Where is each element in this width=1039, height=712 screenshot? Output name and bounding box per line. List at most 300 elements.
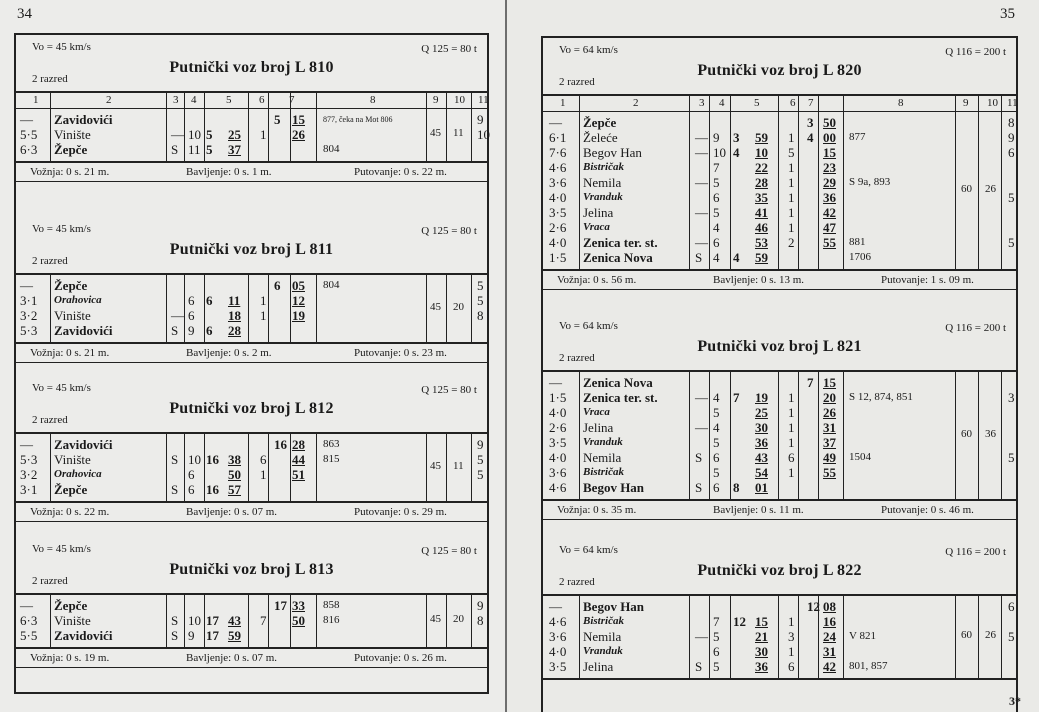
speed-label: Vo = 45 km/s: [32, 543, 91, 555]
station-name: Bistričak: [583, 161, 624, 173]
column-number: 8: [370, 94, 376, 106]
column-rule: [166, 595, 167, 647]
distance-km: 4·0: [549, 405, 567, 420]
station-name: Begov Han: [583, 145, 642, 160]
station-name: Vranduk: [583, 645, 623, 657]
timetable-cell: 7: [713, 614, 720, 629]
station-row: [543, 644, 1016, 659]
column-rule: [798, 596, 799, 678]
distance-km: —: [20, 598, 33, 613]
column-rule: [316, 595, 317, 647]
distance-km: 4·6: [549, 160, 567, 175]
load-label: Q 125 = 80 t: [421, 43, 477, 55]
departure-time: 37: [823, 435, 836, 450]
column-rule: [316, 434, 317, 501]
speed-label: Vo = 45 km/s: [32, 382, 91, 394]
station-name: Zenica ter. st.: [583, 390, 658, 405]
station-name: Vraca: [583, 406, 610, 418]
train-title: Putnički voz broj L 811: [169, 241, 334, 258]
class-label: 2 razred: [32, 414, 68, 426]
column-rule: [426, 595, 427, 647]
departure-time: 49: [823, 450, 836, 465]
running-time: Vožnja: 0 s. 22 m.: [30, 506, 110, 518]
timetable-cell: —: [695, 145, 708, 160]
arrival-time: 57: [228, 482, 241, 497]
timetable-header: [16, 35, 487, 91]
timetable-cell: 2: [788, 235, 795, 250]
column-rule: [1001, 596, 1002, 678]
arrival-time: 35: [755, 190, 768, 205]
column-rule: [955, 112, 956, 269]
column-rule: [184, 109, 185, 161]
timetable-cell: 6: [788, 450, 795, 465]
timetable-block: [16, 35, 490, 182]
arrival-time: 25: [755, 405, 768, 420]
timetable-body: [16, 109, 490, 163]
station-name: Begov Han: [583, 599, 645, 614]
station-name: Vinište: [54, 452, 91, 467]
timetable-cell: 1: [788, 190, 795, 205]
distance-km: 5·5: [20, 628, 38, 643]
station-row: [543, 190, 1016, 205]
column-rule: [316, 275, 317, 342]
train-connection-note: 815: [323, 453, 340, 465]
departure-time: 36: [823, 190, 836, 205]
timetable-cell: S: [171, 613, 179, 628]
timetable-cell: S: [695, 659, 703, 674]
column-rule: [1001, 96, 1002, 111]
timetable-block: [16, 217, 487, 363]
arrival-time: 36: [755, 435, 768, 450]
timetable-header: [543, 538, 1016, 594]
timetable-cell: 1: [788, 175, 795, 190]
timetable-cell: S: [171, 452, 179, 467]
departure-time: 51: [292, 467, 305, 482]
column-rule: [955, 96, 956, 111]
station-name: Zenica Nova: [583, 250, 653, 265]
column-number: 11: [1007, 97, 1018, 109]
timetable-body: [16, 275, 487, 344]
column-rule: [290, 434, 291, 501]
distance-km: 4·6: [549, 614, 567, 629]
timetable-cell: 6: [260, 452, 267, 467]
timetable-cell: 7: [260, 613, 267, 628]
departure-time: 20: [823, 390, 836, 405]
column-rule: [798, 112, 799, 269]
column-11-value: 5: [477, 278, 484, 293]
timetable-cell: S: [171, 482, 179, 497]
column-rule: [730, 96, 731, 111]
timetable-footer: [16, 503, 487, 522]
distance-km: 6·1: [549, 130, 567, 145]
distance-km: 1·5: [549, 250, 567, 265]
column-number: 10: [987, 97, 998, 109]
distance-km: 5·3: [20, 323, 38, 338]
station-row: [543, 465, 1016, 480]
column-rule: [204, 93, 205, 108]
timetable-cell: 6: [713, 644, 720, 659]
arrival-time: 43: [755, 450, 768, 465]
timetable-footer: [16, 649, 487, 668]
arrival-time: 22: [755, 160, 768, 175]
column-rule: [689, 596, 690, 678]
right-page: [507, 0, 1039, 712]
column-11-value: 9: [477, 112, 484, 127]
arrival-time: 36: [755, 659, 768, 674]
timetable-block: [543, 538, 1016, 680]
arrival-time: 16: [206, 482, 219, 497]
column-number: 3: [173, 94, 179, 106]
class-label: 2 razred: [32, 255, 68, 267]
column-number: 11: [478, 94, 489, 106]
timetable-cell: 6: [713, 190, 720, 205]
arrival-time: 4: [733, 250, 740, 265]
timetable-cell: —: [695, 130, 708, 145]
train-connection-note: 816: [323, 614, 340, 626]
column-rule: [955, 372, 956, 499]
station-row: [543, 205, 1016, 220]
arrival-time: 01: [755, 480, 768, 495]
travel-time: Putovanje: 1 s. 09 m.: [881, 274, 974, 286]
stop-time: Bavljenje: 0 s. 11 m.: [713, 504, 804, 516]
column-rule: [166, 109, 167, 161]
right-timetable-frame: [541, 36, 1018, 712]
station-name: Bistričak: [583, 615, 624, 627]
departure-time: 15: [823, 145, 836, 160]
distance-km: 3·1: [20, 482, 38, 497]
arrival-time: 18: [228, 308, 241, 323]
timetable-block: [16, 376, 487, 522]
column-11-value: 8: [477, 613, 484, 628]
departure-time: 15: [292, 112, 305, 127]
departure-time: 50: [292, 613, 305, 628]
column-rule: [471, 595, 472, 647]
column-rule: [290, 109, 291, 161]
column-number: 2: [106, 94, 112, 106]
column-10-value: 26: [985, 183, 996, 195]
departure-time: 33: [292, 598, 305, 613]
departure-time: 16: [823, 614, 836, 629]
distance-km: 4·6: [549, 480, 567, 495]
station-row: [16, 323, 487, 338]
arrival-time: 19: [755, 390, 768, 405]
timetable-cell: 1: [788, 614, 795, 629]
column-rule: [316, 93, 317, 108]
left-page-number: 34: [17, 6, 32, 22]
timetable-header: [16, 217, 487, 273]
station-row: [16, 452, 487, 467]
timetable-footer: [16, 163, 487, 182]
station-name: Žepče: [54, 142, 88, 157]
column-number: 6: [790, 97, 796, 109]
arrival-time: 53: [755, 235, 768, 250]
departure-time: 12: [807, 599, 820, 614]
station-name: Zavidovići: [54, 628, 113, 643]
station-row: [16, 628, 487, 643]
running-time: Vožnja: 0 s. 21 m.: [30, 347, 110, 359]
departure-time: 17: [274, 598, 287, 613]
arrival-time: 12: [733, 614, 746, 629]
departure-time: 55: [823, 465, 836, 480]
departure-time: 50: [823, 115, 836, 130]
timetable-cell: 1: [788, 405, 795, 420]
column-rule: [50, 434, 51, 501]
train-connection-note: V 821: [849, 630, 876, 642]
timetable-cell: 5: [788, 145, 795, 160]
timetable-cell: S: [695, 480, 703, 495]
timetable-block: [543, 314, 1016, 520]
station-row: [543, 235, 1016, 250]
departure-time: 24: [823, 629, 836, 644]
column-11-value: 6: [1008, 145, 1015, 160]
station-name: Žepče: [54, 598, 88, 613]
arrival-time: 41: [755, 205, 768, 220]
arrival-time: 46: [755, 220, 768, 235]
column-number-row: [543, 94, 1016, 112]
column-11-value: 5: [1008, 450, 1015, 465]
column-9-value: 60: [961, 629, 972, 641]
column-rule: [50, 93, 51, 108]
timetable-cell: 9: [188, 323, 195, 338]
timetable-cell: 1: [788, 644, 795, 659]
departure-time: 15: [823, 375, 836, 390]
station-name: Nemila: [583, 629, 622, 644]
speed-label: Vo = 64 km/s: [559, 320, 618, 332]
load-label: Q 116 = 200 t: [945, 322, 1006, 334]
departure-time: 42: [823, 205, 836, 220]
arrival-time: 4: [733, 145, 740, 160]
column-rule: [268, 109, 269, 161]
column-rule: [204, 434, 205, 501]
arrival-time: 59: [228, 628, 241, 643]
arrival-time: 16: [206, 452, 219, 467]
distance-km: 3·5: [549, 205, 567, 220]
arrival-time: 7: [733, 390, 740, 405]
stop-time: Bavljenje: 0 s. 07 m.: [186, 652, 278, 664]
station-name: Žepče: [54, 482, 88, 497]
travel-time: Putovanje: 0 s. 29 m.: [354, 506, 447, 518]
station-row: [543, 390, 1016, 405]
timetable-cell: 6: [188, 467, 195, 482]
column-9-value: 45: [430, 301, 441, 313]
timetable-cell: —: [695, 205, 708, 220]
timetable-header: [543, 38, 1016, 94]
travel-time: Putovanje: 0 s. 23 m.: [354, 347, 447, 359]
distance-km: —: [549, 375, 562, 390]
column-11-value: 5: [477, 452, 484, 467]
arrival-time: 11: [228, 293, 241, 308]
station-row: [543, 405, 1016, 420]
column-rule: [778, 112, 779, 269]
arrival-time: 59: [755, 130, 768, 145]
distance-km: 3·5: [549, 659, 567, 674]
station-row: [16, 142, 487, 157]
column-rule: [778, 96, 779, 111]
column-rule: [818, 112, 819, 269]
departure-time: 29: [823, 175, 836, 190]
departure-time: 55: [823, 235, 836, 250]
timetable-cell: 1: [260, 293, 267, 308]
running-time: Vožnja: 0 s. 19 m.: [30, 652, 110, 664]
timetable-cell: 6: [188, 482, 195, 497]
distance-km: —: [20, 112, 33, 127]
departure-time: 6: [274, 278, 281, 293]
station-row: [543, 420, 1016, 435]
column-rule: [709, 596, 710, 678]
running-time: Vožnja: 0 s. 21 m.: [30, 166, 110, 178]
stop-time: Bavljenje: 0 s. 13 m.: [713, 274, 805, 286]
train-title: Putnički voz broj L 821: [697, 338, 862, 355]
column-11-value: 10: [477, 127, 490, 142]
column-rule: [166, 93, 167, 108]
departure-time: 26: [292, 127, 305, 142]
timetable-cell: 1: [788, 130, 795, 145]
distance-km: 5·5: [20, 127, 38, 142]
timetable-header: [16, 376, 487, 432]
train-connection-note: 863: [323, 438, 340, 450]
timetable-header: [543, 314, 1016, 370]
column-rule: [290, 595, 291, 647]
station-name: Vinište: [54, 127, 91, 142]
departure-time: 3: [807, 115, 814, 130]
station-row: [543, 160, 1016, 175]
load-label: Q 116 = 200 t: [945, 546, 1006, 558]
column-number: 10: [454, 94, 465, 106]
distance-km: 3·2: [20, 308, 38, 323]
station-row: [16, 613, 487, 628]
distance-km: 1·5: [549, 390, 567, 405]
station-row: [16, 293, 487, 308]
column-number: 4: [719, 97, 725, 109]
station-name: Vinište: [54, 613, 91, 628]
arrival-time: 10: [755, 145, 768, 160]
station-name: Vraca: [583, 221, 610, 233]
station-row: [543, 145, 1016, 160]
column-rule: [166, 275, 167, 342]
train-connection-note: 804: [323, 279, 340, 291]
column-number: 1: [560, 97, 566, 109]
arrival-time: 38: [228, 452, 241, 467]
distance-km: 4·0: [549, 450, 567, 465]
column-9-value: 60: [961, 428, 972, 440]
timetable-block: [16, 537, 487, 668]
column-rule: [50, 595, 51, 647]
station-row: [16, 112, 487, 127]
arrival-time: 6: [206, 293, 213, 308]
distance-km: —: [549, 115, 562, 130]
timetable-cell: 6: [188, 308, 195, 323]
distance-km: —: [549, 599, 562, 614]
distance-km: 2·6: [549, 420, 567, 435]
arrival-time: 8: [733, 480, 740, 495]
travel-time: Putovanje: 0 s. 26 m.: [354, 652, 447, 664]
station-row: [543, 130, 1016, 145]
column-rule: [50, 109, 51, 161]
station-row: [16, 437, 487, 452]
class-label: 2 razred: [32, 575, 68, 587]
column-rule: [268, 93, 269, 108]
column-rule: [689, 112, 690, 269]
timetable-cell: 1: [260, 127, 267, 142]
timetable-body: [543, 596, 1016, 680]
station-row: [543, 435, 1016, 450]
column-11-value: 6: [1008, 599, 1015, 614]
column-10-value: 20: [453, 613, 464, 625]
column-11-value: 5: [1008, 235, 1015, 250]
distance-km: 3·5: [549, 435, 567, 450]
column-9-value: 45: [430, 460, 441, 472]
column-number-row: [16, 91, 487, 109]
column-rule: [446, 93, 447, 108]
timetable-cell: 1: [260, 467, 267, 482]
column-rule: [579, 96, 580, 111]
train-connection-note: 858: [323, 599, 340, 611]
column-number: 1: [33, 94, 39, 106]
timetable-cell: 6: [713, 480, 720, 495]
column-10-value: 36: [985, 428, 996, 440]
station-name: Želeće: [583, 130, 618, 145]
column-rule: [1001, 112, 1002, 269]
column-rule: [426, 275, 427, 342]
station-row: [543, 175, 1016, 190]
timetable-cell: 1: [788, 220, 795, 235]
column-rule: [818, 372, 819, 499]
station-row: [543, 480, 1016, 495]
arrival-time: 28: [755, 175, 768, 190]
station-name: Nemila: [583, 175, 622, 190]
load-label: Q 125 = 80 t: [421, 545, 477, 557]
train-connection-note: 881: [849, 236, 866, 248]
column-number: 3: [699, 97, 705, 109]
timetable-cell: 5: [713, 435, 720, 450]
column-rule: [709, 372, 710, 499]
station-name: Orahovica: [54, 294, 102, 306]
column-rule: [248, 93, 249, 108]
column-number: 7: [289, 94, 295, 106]
speed-label: Vo = 45 km/s: [32, 223, 91, 235]
column-rule: [798, 372, 799, 499]
column-rule: [579, 112, 580, 269]
column-rule: [166, 434, 167, 501]
train-connection-note: 1706: [849, 251, 871, 263]
departure-time: 5: [274, 112, 281, 127]
column-10-value: 11: [453, 127, 464, 139]
timetable-header: [16, 537, 487, 593]
timetable-cell: S: [695, 450, 703, 465]
running-time: Vožnja: 0 s. 56 m.: [557, 274, 637, 286]
column-rule: [978, 112, 979, 269]
timetable-cell: —: [171, 308, 184, 323]
departure-time: 05: [292, 278, 305, 293]
stop-time: Bavljenje: 0 s. 1 m.: [186, 166, 272, 178]
timetable-footer: [16, 344, 487, 363]
arrival-time: 15: [755, 614, 768, 629]
station-name: Zavidovići: [54, 437, 113, 452]
distance-km: —: [20, 278, 33, 293]
station-row: [543, 375, 1016, 390]
column-11-value: 8: [1008, 115, 1015, 130]
station-name: Zavidovići: [54, 112, 113, 127]
column-rule: [290, 275, 291, 342]
column-9-value: 60: [961, 183, 972, 195]
departure-time: 28: [292, 437, 305, 452]
distance-km: 6·3: [20, 613, 38, 628]
station-name: Orahovica: [54, 468, 102, 480]
departure-time: 12: [292, 293, 305, 308]
timetable-cell: 3: [788, 629, 795, 644]
column-rule: [446, 275, 447, 342]
column-rule: [730, 596, 731, 678]
